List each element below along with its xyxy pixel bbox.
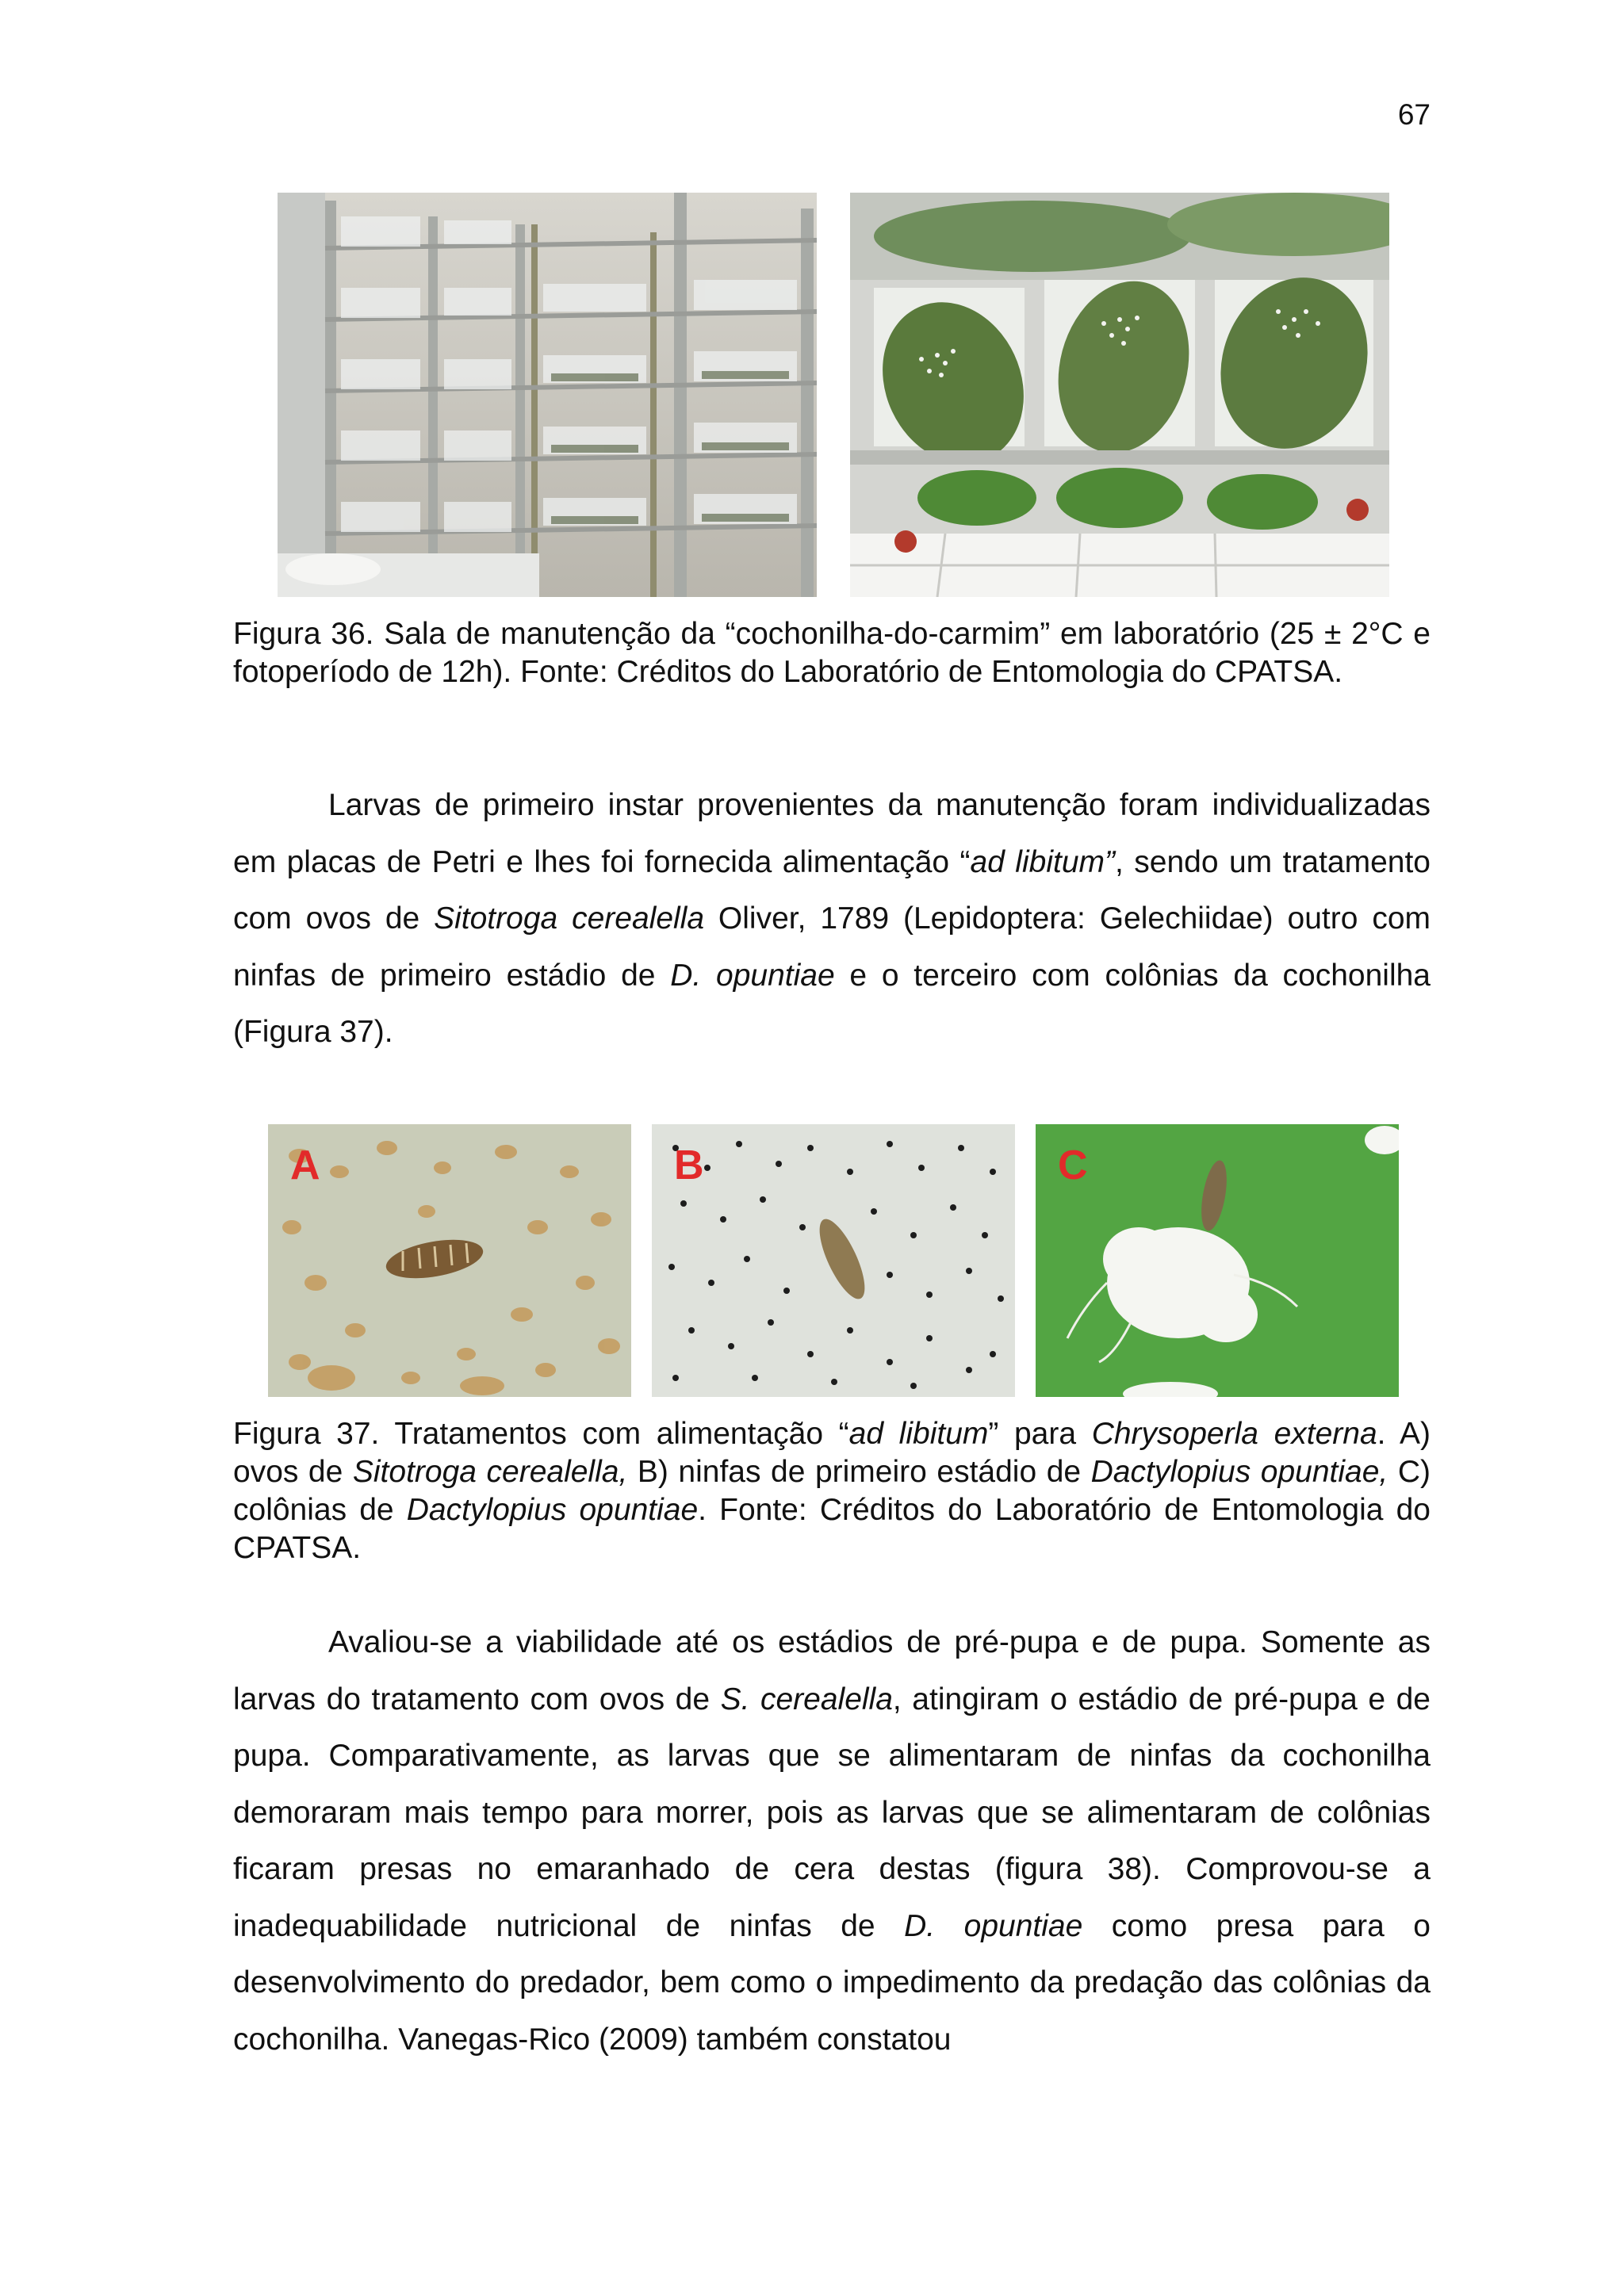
- paragraph-1-text: Larvas de primeiro instar provenientes da manutenção foram individualizadas em placas de Petri e lhes foi fornecida alimentação “: [233, 788, 1431, 879]
- label-c: C: [1058, 1142, 1088, 1188]
- paragraph-2-text: Avaliou-se a viabilidade até os estádios de pré-pupa e de pupa. Somente as larvas do tratamento com ovos de: [233, 1625, 1431, 1716]
- species-name: Chrysoperla externa: [1091, 1417, 1377, 1451]
- caption-text: . A) ovos de: [233, 1417, 1431, 1489]
- caption-text: Figura 37. Tratamentos com alimentação “: [233, 1417, 849, 1451]
- species-name: D. opuntiae: [670, 958, 835, 993]
- paragraph-1-text: , sendo um tratamento com ovos de: [233, 844, 1431, 936]
- caption-text: . Fonte: Créditos do Laboratório de Entomologia do CPATSA.: [233, 1493, 1431, 1565]
- figure-37-caption: [233, 1415, 1431, 1567]
- photo-treatment-c: [1036, 1124, 1399, 1397]
- label-b: B: [674, 1142, 704, 1188]
- caption-text: C) colônias de: [233, 1455, 1431, 1527]
- photo-lab-shelves: [278, 193, 817, 597]
- label-a: A: [290, 1142, 320, 1188]
- species-name: Sitotroga cerealella: [434, 901, 705, 936]
- paragraph-2-text: , atingiram o estádio de pré-pupa e de pupa. Comparativamente, as larvas que se alimentaram de ninfas da cochonilha demoraram mais tempo para morrer, pois as larvas que se alimentaram de colônias ficaram presas no emaranhado de cera destas (figura 38). Comprovou-se a inadequabilidade nutricional de ninfas de: [233, 1682, 1431, 1943]
- page-number: 67: [1397, 98, 1431, 131]
- paragraph-1: [233, 777, 1431, 1061]
- photo-cactus-pads: [850, 193, 1389, 597]
- photo-treatment-a: [268, 1124, 631, 1397]
- paragraph-2: [233, 1614, 1431, 2068]
- paragraph-2-text: como presa para o desenvolvimento do predador, bem como o impedimento da predação das colônias da cochonilha. Vanegas-Rico (2009) também constatou: [233, 1908, 1431, 2057]
- paragraph-1-text: Oliver, 1789 (Lepidoptera: Gelechiidae) outro com ninfas de primeiro estádio de: [233, 901, 1431, 993]
- caption-text: B) ninfas de primeiro estádio de: [627, 1455, 1091, 1489]
- caption-text: ” para: [988, 1417, 1092, 1451]
- species-name: Dactylopius opuntiae: [406, 1493, 699, 1527]
- paragraph-1-text: e o terceiro com colônias da cochonilha (Figura 37).: [233, 958, 1431, 1049]
- paragraph-1-italic: ad libitum”: [970, 844, 1115, 879]
- figure-36-caption: Figura 36. Sala de manutenção da “cochonilha-do-carmim” em laboratório (25 ± 2°C e fotoperíodo de 12h). Fonte: Créditos do Laboratório de Entomologia do CPATSA.: [233, 617, 1431, 689]
- caption-italic: ad libitum: [848, 1417, 989, 1451]
- species-name: S. cerealella: [720, 1682, 893, 1716]
- species-name: Sitotroga cerealella,: [352, 1455, 628, 1489]
- species-name: Dactylopius opuntiae,: [1090, 1455, 1388, 1489]
- photo-treatment-b: [652, 1124, 1015, 1397]
- species-name: D. opuntiae: [904, 1908, 1083, 1943]
